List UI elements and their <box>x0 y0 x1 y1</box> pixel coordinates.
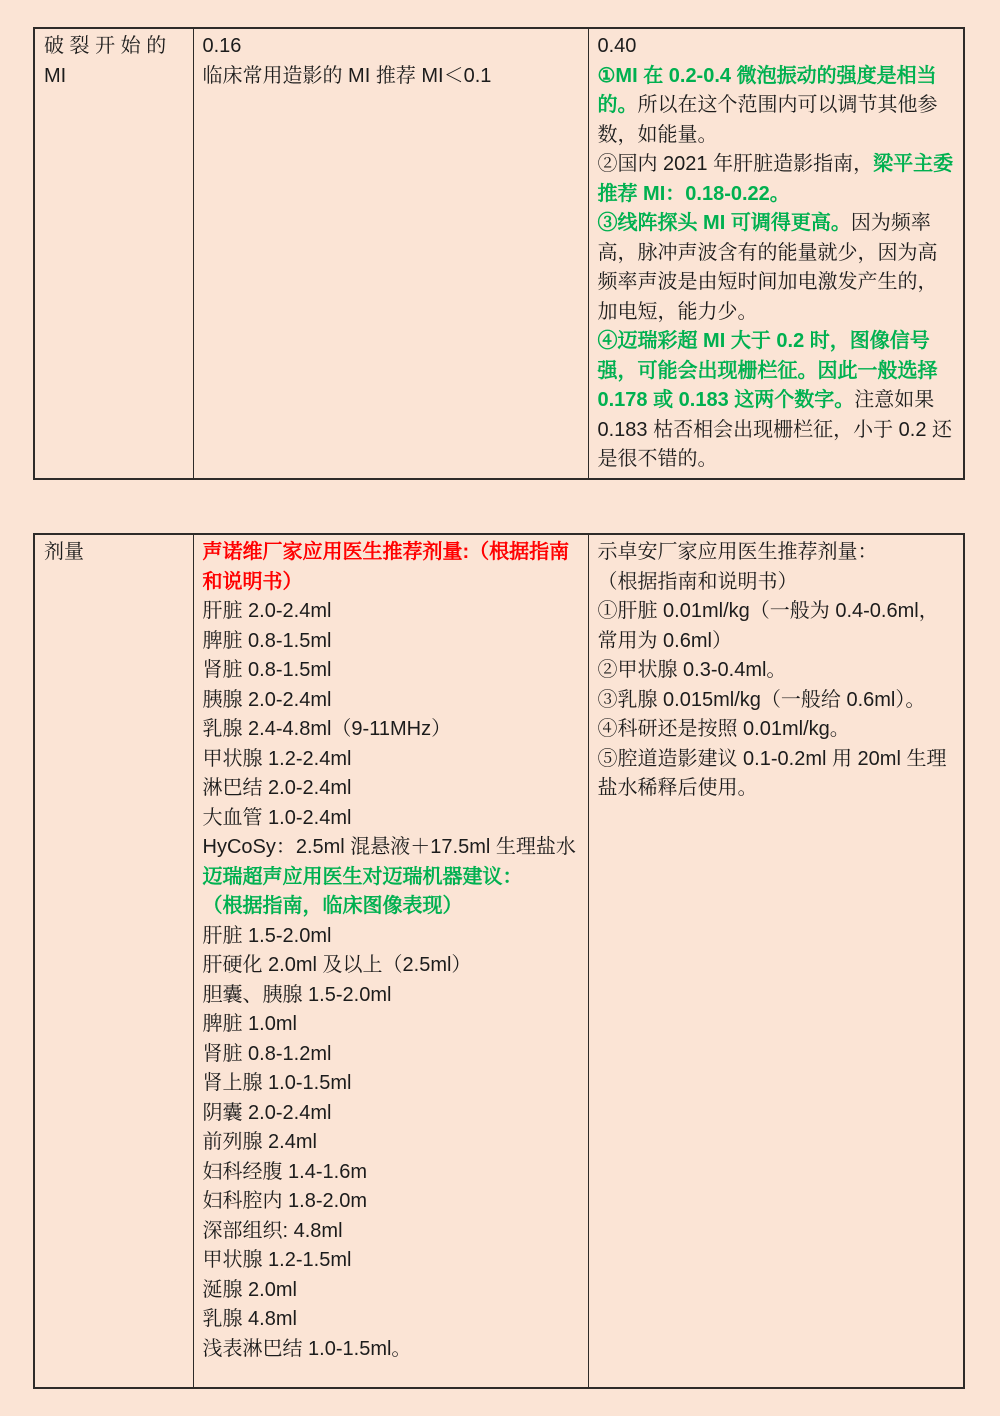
paragraph <box>203 597 580 627</box>
paragraph <box>203 538 580 597</box>
paragraph <box>203 1276 580 1306</box>
text-run: 脾脏 0.8-1.5ml <box>202 629 332 652</box>
dose-table <box>33 533 965 1389</box>
green-text-run: ③线阵探头 MI 可调得更高。 <box>597 212 851 234</box>
text-run: 剂量 <box>44 541 84 563</box>
paragraph <box>598 150 956 209</box>
paragraph <box>598 686 956 716</box>
dose-sonazoid-cell <box>588 534 964 1388</box>
text-run: 淋巴结 2.0-2.4ml <box>202 777 352 799</box>
paragraph <box>203 745 580 775</box>
text-run: ⑤腔道造影建议 0.1-0.2ml 用 20ml 生理盐水稀释后使用。 <box>597 747 947 799</box>
text-run: 0.40 <box>597 35 637 57</box>
mi-row-label-cell <box>34 28 193 479</box>
text-run: HyCoSy：2.5ml 混悬液＋17.5ml 生理盐水 <box>202 836 576 858</box>
paragraph <box>203 1246 580 1276</box>
paragraph <box>598 745 956 804</box>
dose-row-label-cell <box>34 534 193 1388</box>
green-text-run: （根据指南，临床图像表现） <box>202 895 463 917</box>
table-row <box>34 28 964 479</box>
green-text-run: ①MI 在 0.2-0.4 微泡振动的强度是相当的。 <box>597 64 937 116</box>
text-run: 乳腺 2.4-4.8ml（9-11MHz） <box>202 718 452 740</box>
text-run: （根据指南和说明书） <box>597 570 798 593</box>
paragraph <box>203 863 580 893</box>
text-run: 因为频率高，脉冲声波含有的能量就少，因为高频率声波是由短时间加电激发产生的，加电短，能力少。 <box>597 212 938 323</box>
paragraph <box>598 62 956 151</box>
text-run: 妇科经腹 1.4-1.6m <box>202 1160 367 1183</box>
red-text-run: 声诺维厂家应用医生推荐剂量:（根据指南和说明书） <box>202 541 570 593</box>
text-run: 0.16 <box>202 35 242 57</box>
paragraph <box>203 922 580 952</box>
text-run: 大血管 1.0-2.4ml <box>202 806 352 829</box>
paragraph <box>44 32 185 62</box>
paragraph <box>598 656 956 686</box>
paragraph <box>203 62 580 92</box>
paragraph <box>203 715 580 745</box>
text-run: 肾脏 0.8-1.2ml <box>202 1042 332 1065</box>
text-run: 胆囊、胰腺 1.5-2.0ml <box>202 983 392 1006</box>
green-text-run: ④迈瑞彩超 MI 大于 0.2 时，图像信号强，可能会出现栅栏征。因此一般选择 0.178 或 0.183 这两个数字。 <box>597 330 938 411</box>
text-run: ①肝脏 0.01ml/kg（一般为 0.4-0.6ml，常用为 0.6ml） <box>597 600 939 652</box>
paragraph <box>203 1069 580 1099</box>
paragraph <box>203 774 580 804</box>
text-run: 肾上腺 1.0-1.5ml <box>202 1072 352 1094</box>
text-run: 甲状腺 1.2-1.5ml <box>202 1249 352 1271</box>
green-text-run: 迈瑞超声应用医生对迈瑞机器建议： <box>202 865 523 888</box>
paragraph <box>203 1305 580 1335</box>
text-run: 深部组织: 4.8ml <box>202 1219 343 1242</box>
paragraph <box>203 1335 580 1365</box>
text-run: 浅表淋巴结 1.0-1.5ml。 <box>202 1337 412 1360</box>
text-run: 临床常用造影的 MI 推荐 MI＜0.1 <box>202 64 492 87</box>
paragraph <box>203 1099 580 1129</box>
paragraph <box>203 1010 580 1040</box>
paragraph <box>203 981 580 1011</box>
paragraph <box>203 1187 580 1217</box>
text-run: 乳腺 4.8ml <box>202 1308 297 1330</box>
text-run: 涎腺 2.0ml <box>202 1278 297 1301</box>
text-run: 肝脏 1.5-2.0ml <box>202 924 332 947</box>
paragraph <box>203 627 580 657</box>
table-row <box>34 534 964 1388</box>
mi-sonovue-cell <box>193 28 588 479</box>
text-run: 肝硬化 2.0ml 及以上（2.5ml） <box>202 954 472 976</box>
text-run: 示卓安厂家应用医生推荐剂量： <box>597 541 878 563</box>
text-run: ②甲状腺 0.3-0.4ml。 <box>597 659 787 681</box>
paragraph <box>598 32 956 62</box>
paragraph <box>203 1128 580 1158</box>
text-run: MI <box>44 64 67 87</box>
mi-table <box>33 27 965 480</box>
paragraph <box>203 892 580 922</box>
paragraph <box>203 804 580 834</box>
text-run: 肾脏 0.8-1.5ml <box>202 659 332 681</box>
text-run: ③乳腺 0.015ml/kg（一般给 0.6ml）。 <box>597 688 926 711</box>
text-run: 甲状腺 1.2-2.4ml <box>202 747 352 770</box>
text-run: ④科研还是按照 0.01ml/kg。 <box>597 718 850 740</box>
text-run: 阴囊 2.0-2.4ml <box>202 1101 332 1124</box>
text-run: 妇科腔内 1.8-2.0m <box>202 1190 367 1212</box>
paragraph <box>598 538 956 568</box>
paragraph <box>203 833 580 863</box>
paragraph <box>598 597 956 656</box>
text-run: 前列腺 2.4ml <box>202 1131 317 1153</box>
paragraph <box>598 209 956 327</box>
paragraph <box>203 686 580 716</box>
text-run: 胰腺 2.0-2.4ml <box>202 688 332 711</box>
text-run: 注意如果 0.183 枯否相会出现栅栏征，小于 0.2 还是很不错的。 <box>597 389 953 470</box>
paragraph <box>44 538 185 568</box>
paragraph <box>203 1040 580 1070</box>
text-run: ②国内 2021 年肝脏造影指南， <box>597 153 874 175</box>
dose-sonovue-cell <box>193 534 588 1388</box>
paragraph <box>203 1158 580 1188</box>
green-text-run: 梁平主委推荐 MI：0.18-0.22。 <box>597 153 954 205</box>
paragraph <box>203 656 580 686</box>
paragraph <box>203 951 580 981</box>
text-run: 肝脏 2.0-2.4ml <box>202 600 332 622</box>
paragraph <box>203 32 580 62</box>
paragraph <box>44 62 185 92</box>
paragraph <box>598 327 956 475</box>
paragraph <box>598 568 956 598</box>
text-run: 所以在这个范围内可以调节其他参数，如能量。 <box>597 94 938 146</box>
paragraph <box>203 1217 580 1247</box>
text-run: 破 裂 开 始 的 <box>44 35 167 57</box>
text-run: 脾脏 1.0ml <box>202 1013 297 1035</box>
mi-sonazoid-cell <box>588 28 964 479</box>
paragraph <box>598 715 956 745</box>
